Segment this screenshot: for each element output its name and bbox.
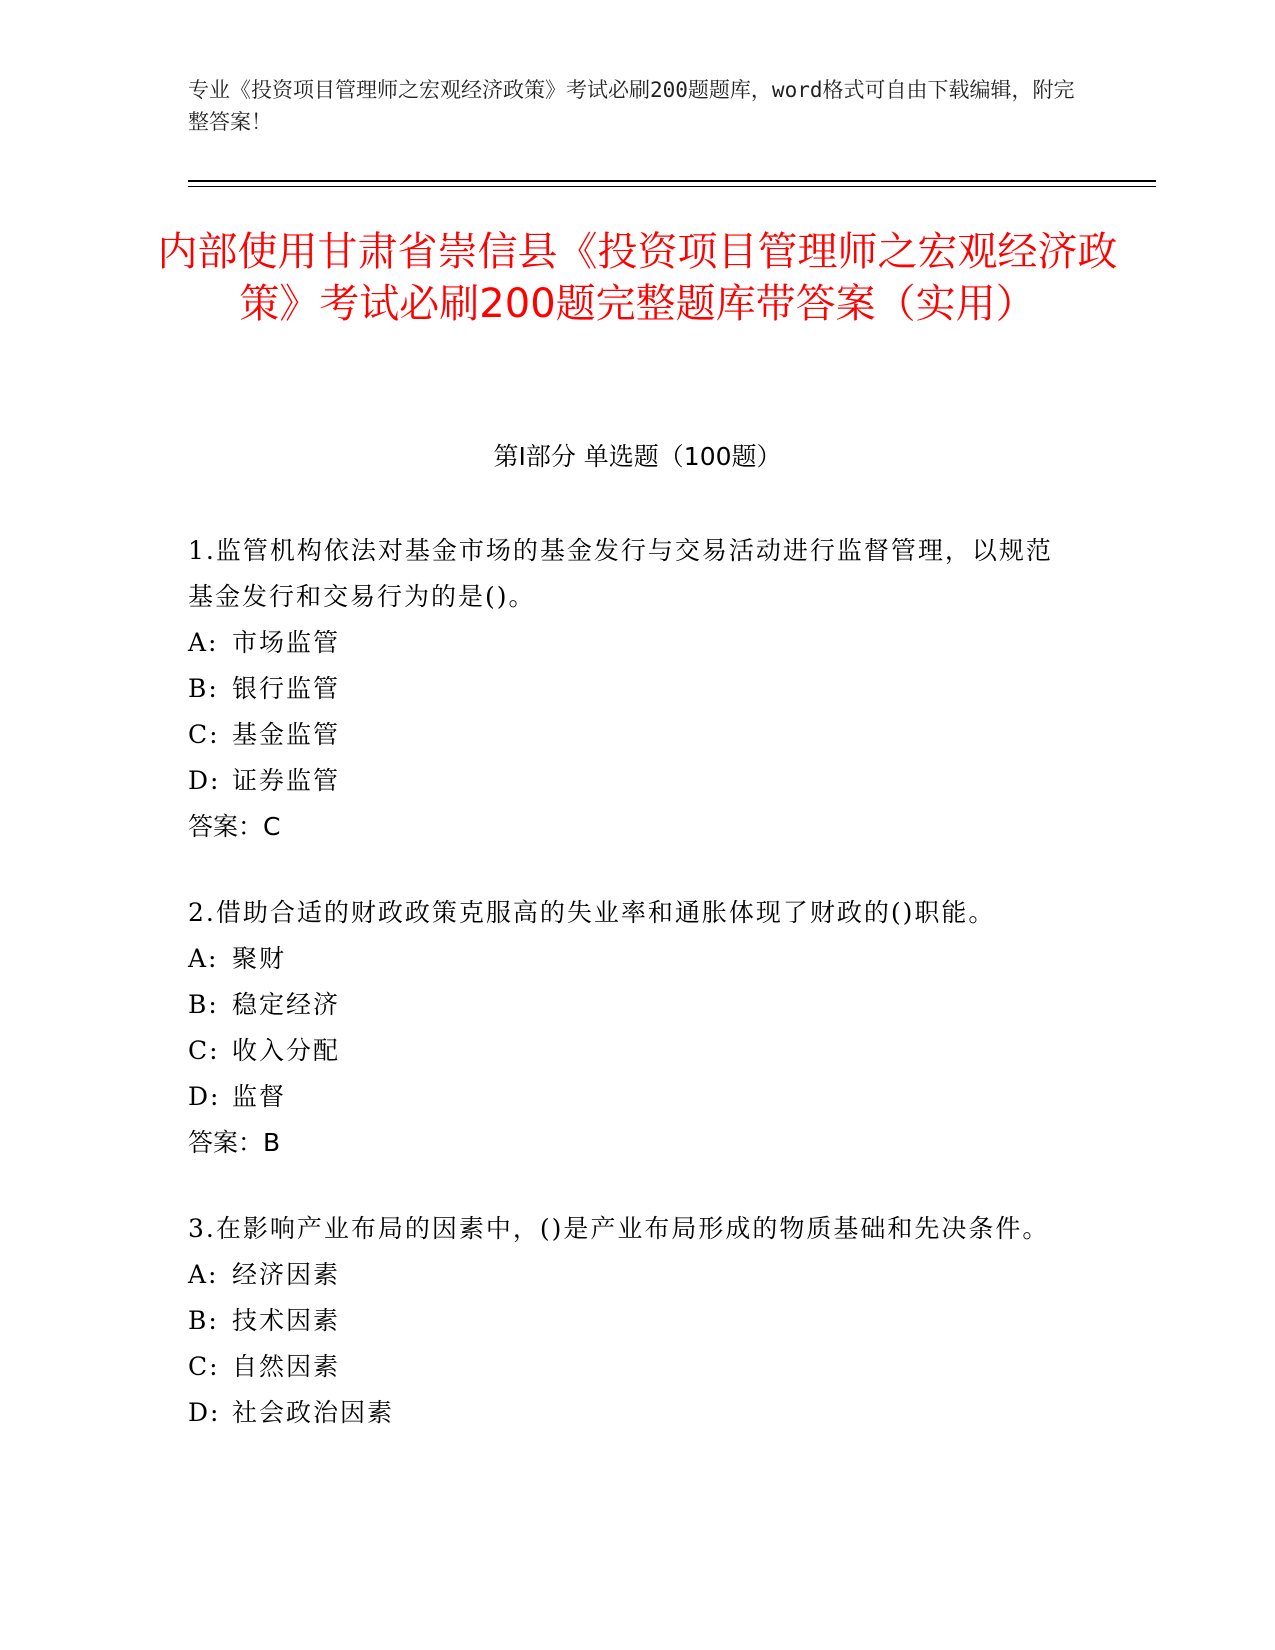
option-letter: D: xyxy=(188,1082,221,1111)
option-text: 自然因素 xyxy=(232,1352,341,1381)
option-letter: B: xyxy=(188,1306,219,1335)
question-3 xyxy=(188,1206,1068,1436)
question-1 xyxy=(188,528,1068,850)
header-rule-thick xyxy=(188,180,1156,182)
option-a xyxy=(188,1252,1068,1298)
option-letter: B: xyxy=(188,990,219,1019)
option-text: 证券监管 xyxy=(232,766,341,795)
option-b xyxy=(188,982,1068,1028)
option-d xyxy=(188,758,1068,804)
option-text: 经济因素 xyxy=(232,1260,341,1289)
option-b xyxy=(188,666,1068,712)
option-letter: C: xyxy=(188,720,220,749)
option-a xyxy=(188,936,1068,982)
answer: 答案：C xyxy=(188,812,281,841)
option-text: 收入分配 xyxy=(232,1036,341,1065)
option-letter: A: xyxy=(188,628,219,657)
question-text: 2.借助合适的财政政策克服高的失业率和通胀体现了财政的()职能。 xyxy=(188,898,996,927)
option-a xyxy=(188,620,1068,666)
header-rule-thin xyxy=(188,186,1156,187)
option-c xyxy=(188,1028,1068,1074)
option-text: 基金监管 xyxy=(232,720,341,749)
option-d xyxy=(188,1074,1068,1120)
option-letter: B: xyxy=(188,674,219,703)
option-text: 稳定经济 xyxy=(232,990,341,1019)
option-letter: C: xyxy=(188,1352,220,1381)
option-letter: D: xyxy=(188,1398,221,1427)
question-2 xyxy=(188,890,1068,1166)
option-d xyxy=(188,1390,1068,1436)
answer: 答案：B xyxy=(188,1128,281,1157)
option-text: 市场监管 xyxy=(232,628,341,657)
option-letter: A: xyxy=(188,944,219,973)
question-list xyxy=(188,528,1068,1476)
option-letter: A: xyxy=(188,1260,219,1289)
question-text: 3.在影响产业布局的因素中，()是产业布局形成的物质基础和先决条件。 xyxy=(188,1214,1050,1243)
option-text: 社会政治因素 xyxy=(232,1398,395,1427)
option-text: 技术因素 xyxy=(232,1306,341,1335)
option-text: 银行监管 xyxy=(232,674,341,703)
question-text: 1.监管机构依法对基金市场的基金发行与交易活动进行监督管理，以规范基金发行和交易行为的是()。 xyxy=(188,536,1053,611)
header-note: 专业《投资项目管理师之宏观经济政策》考试必刷200题题库，word格式可自由下载编辑，附完整答案！ xyxy=(188,78,1075,134)
section-title: 第Ⅰ部分 单选题（100题） xyxy=(493,442,782,471)
option-c xyxy=(188,712,1068,758)
option-b xyxy=(188,1298,1068,1344)
option-text: 聚财 xyxy=(232,944,287,973)
option-letter: C: xyxy=(188,1036,220,1065)
option-letter: D: xyxy=(188,766,221,795)
option-c xyxy=(188,1344,1068,1390)
document-title: 内部使用甘肃省崇信县《投资项目管理师之宏观经济政策》考试必刷200题完整题库带答案（实用） xyxy=(157,229,1118,327)
option-text: 监督 xyxy=(232,1082,287,1111)
